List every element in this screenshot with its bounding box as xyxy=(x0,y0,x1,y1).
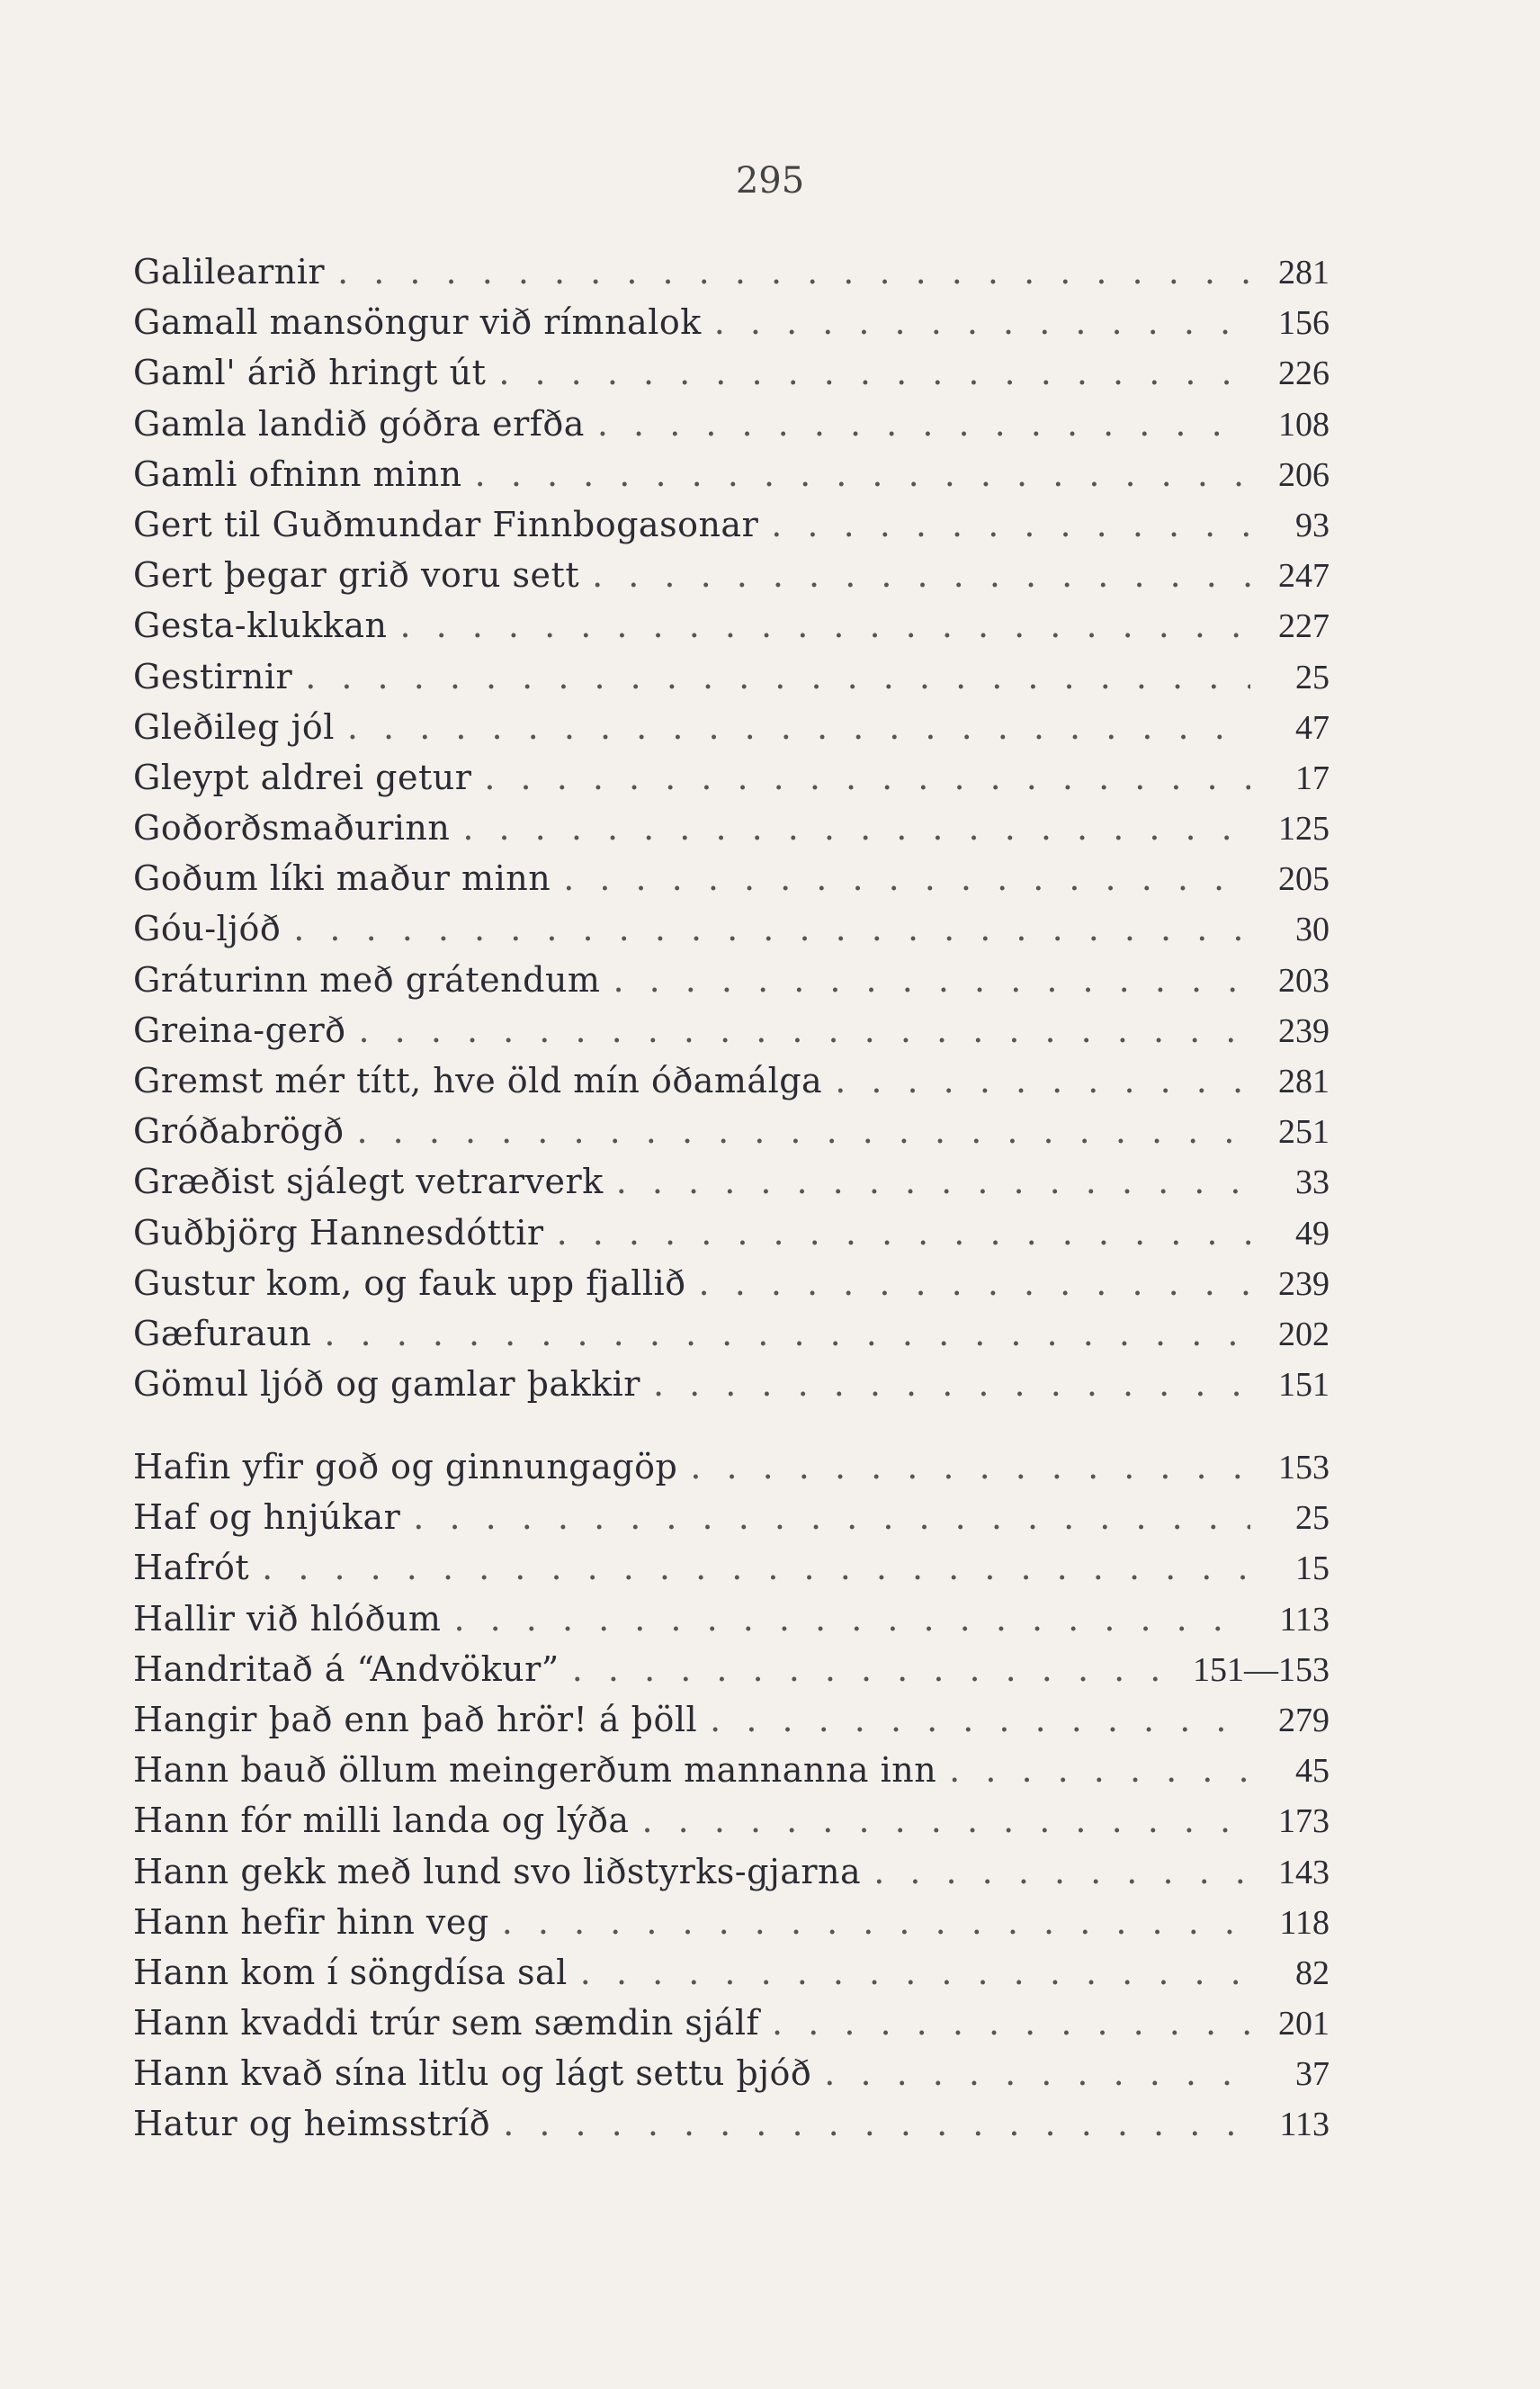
entry-page-number: 279 xyxy=(1278,1701,1330,1739)
entry-title: Gaml' árið hringt út xyxy=(133,353,487,393)
index-entry xyxy=(133,1700,1330,1750)
dot-leader xyxy=(592,555,1250,595)
index-entry xyxy=(133,353,1330,403)
entry-title: Hann gekk með lund svo liðstyrks-gjarna xyxy=(133,1851,862,1891)
entry-page-number: 151 xyxy=(1278,1366,1330,1405)
entry-page-number: 47 xyxy=(1295,708,1330,747)
entry-title: Gleypt aldrei getur xyxy=(133,757,472,797)
entry-page-number: 239 xyxy=(1278,1011,1330,1050)
entry-title: Hafrót xyxy=(133,1548,250,1588)
index-entry xyxy=(133,1953,1330,2003)
dot-leader xyxy=(347,707,1250,747)
index-entry xyxy=(133,454,1330,505)
entry-title: Hann kom í söngdísa sal xyxy=(133,1952,568,1992)
dot-leader xyxy=(484,758,1250,797)
index-section-h xyxy=(133,1447,1330,2155)
dot-leader xyxy=(337,252,1250,292)
dot-leader xyxy=(475,454,1250,494)
dot-leader xyxy=(580,1953,1250,1992)
entry-page-number: 281 xyxy=(1278,1063,1330,1100)
entry-page-number: 108 xyxy=(1278,405,1330,444)
dot-leader xyxy=(699,1263,1250,1303)
index-entry xyxy=(133,404,1330,454)
entry-page-number: 205 xyxy=(1278,860,1330,899)
index-entry xyxy=(133,2053,1330,2104)
entry-title: Græðist sjálegt vetrarverk xyxy=(133,1162,604,1202)
dot-leader xyxy=(597,404,1250,444)
entry-page-number: 30 xyxy=(1295,911,1330,949)
index-entry xyxy=(133,1162,1330,1212)
index-entry xyxy=(133,505,1330,555)
dot-leader xyxy=(714,302,1250,342)
entry-page-number: 202 xyxy=(1278,1315,1330,1353)
index-entry xyxy=(133,1750,1330,1801)
entry-title: Hatur og heimsstríð xyxy=(133,2104,491,2144)
entry-page-number: 151—153 xyxy=(1193,1650,1330,1689)
entry-page-number: 15 xyxy=(1295,1549,1330,1588)
index-entry xyxy=(133,808,1330,858)
dot-leader xyxy=(399,606,1250,645)
entry-title: Gráturinn með grátendum xyxy=(133,959,601,1000)
dot-leader xyxy=(462,808,1250,848)
index-entry xyxy=(133,302,1330,353)
dot-leader xyxy=(357,1111,1250,1151)
dot-leader xyxy=(690,1447,1250,1486)
entry-page-number: 118 xyxy=(1279,1903,1330,1942)
entry-page-number: 113 xyxy=(1279,2106,1330,2144)
entry-page-number: 206 xyxy=(1278,455,1330,494)
entry-title: Handritað á “Andvökur” xyxy=(133,1648,560,1689)
entry-title: Góu-ljóð xyxy=(133,909,282,949)
entry-page-number: 281 xyxy=(1278,254,1330,292)
dot-leader xyxy=(572,1649,1177,1689)
entry-title: Haf og hnjúkar xyxy=(133,1497,401,1538)
dot-leader xyxy=(772,2003,1250,2043)
entry-page-number: 247 xyxy=(1278,557,1330,596)
dot-leader xyxy=(563,858,1250,898)
entry-page-number: 49 xyxy=(1295,1214,1330,1253)
index-entry xyxy=(133,1111,1330,1162)
dot-leader xyxy=(824,2053,1250,2093)
dot-leader xyxy=(503,2104,1250,2143)
entry-page-number: 201 xyxy=(1278,2005,1330,2043)
dot-leader xyxy=(413,1497,1250,1537)
index-entry xyxy=(133,758,1330,808)
entry-page-number: 251 xyxy=(1278,1113,1330,1152)
entry-page-number: 227 xyxy=(1278,607,1330,646)
dot-leader xyxy=(642,1801,1250,1840)
dot-leader xyxy=(835,1061,1250,1100)
index-entry xyxy=(133,1801,1330,1851)
entry-page-number: 239 xyxy=(1278,1264,1330,1303)
entry-title: Hallir við hlóðum xyxy=(133,1598,442,1639)
index-entry xyxy=(133,555,1330,606)
index-entry xyxy=(133,2003,1330,2053)
index-entry xyxy=(133,1213,1330,1263)
index-entry xyxy=(133,2104,1330,2154)
entry-page-number: 143 xyxy=(1278,1853,1330,1891)
dot-leader xyxy=(710,1700,1250,1739)
index-entry xyxy=(133,858,1330,909)
entry-title: Gremst mér títt, hve öld mín óðamálga xyxy=(133,1061,823,1100)
dot-leader xyxy=(557,1213,1250,1253)
dot-leader xyxy=(653,1364,1250,1404)
dot-leader xyxy=(949,1750,1250,1790)
entry-page-number: 45 xyxy=(1295,1752,1330,1791)
dot-leader xyxy=(502,1902,1250,1942)
entry-title: Hann bauð öllum meingerðum mannanna inn xyxy=(133,1750,937,1791)
entry-title: Gamall mansöngur við rímnalok xyxy=(133,302,702,343)
dot-leader xyxy=(498,353,1250,392)
dot-leader xyxy=(613,960,1250,1000)
entry-page-number: 25 xyxy=(1295,1499,1330,1538)
entry-title: Gæfuraun xyxy=(133,1313,312,1353)
index-entry xyxy=(133,1599,1330,1649)
dot-leader xyxy=(771,505,1250,544)
index-entry xyxy=(133,1447,1330,1497)
index-entry xyxy=(133,606,1330,656)
entry-title: Gamla landið góðra erfða xyxy=(133,403,585,444)
entry-title: Hann fór milli landa og lýða xyxy=(133,1801,630,1841)
entry-page-number: 226 xyxy=(1278,355,1330,393)
entry-page-number: 173 xyxy=(1278,1802,1330,1841)
index-entry xyxy=(133,1548,1330,1598)
entry-page-number: 203 xyxy=(1278,961,1330,1000)
index-entry xyxy=(133,1061,1330,1111)
entry-page-number: 156 xyxy=(1278,304,1330,343)
dot-leader xyxy=(616,1162,1250,1201)
entry-title: Hangir það enn það hrör! á þöll xyxy=(133,1699,698,1739)
entry-title: Gömul ljóð og gamlar þakkir xyxy=(133,1364,640,1405)
entry-page-number: 93 xyxy=(1295,506,1330,544)
index-entry xyxy=(133,252,1330,302)
entry-title: Goðorðsmaðurinn xyxy=(133,808,451,849)
entry-title: Hann kvað sína litlu og lágt settu þjóð xyxy=(133,2053,812,2094)
entry-title: Hafin yfir goð og ginnungagöp xyxy=(133,1447,678,1486)
index-entry xyxy=(133,1902,1330,1953)
entry-page-number: 33 xyxy=(1295,1163,1330,1202)
entry-title: Gustur kom, og fauk upp fjallið xyxy=(133,1262,686,1303)
dot-leader xyxy=(324,1314,1250,1353)
entry-title: Gróðabrögð xyxy=(133,1111,345,1152)
entry-title: Gleðileg jól xyxy=(133,706,335,747)
dot-leader xyxy=(873,1852,1250,1891)
entry-page-number: 82 xyxy=(1295,1953,1330,1992)
index-entry xyxy=(133,960,1330,1010)
index-entry xyxy=(133,1364,1330,1415)
entry-page-number: 37 xyxy=(1295,2055,1330,2094)
entry-title: Gert til Guðmundar Finnbogasonar xyxy=(133,504,759,544)
entry-title: Galilearnir xyxy=(133,252,326,292)
entry-page-number: 125 xyxy=(1278,810,1330,849)
dot-leader xyxy=(453,1599,1250,1639)
entry-title: Gert þegar grið voru sett xyxy=(133,555,580,596)
index-section-g xyxy=(133,252,1330,1415)
entry-page-number: 153 xyxy=(1278,1449,1330,1486)
entry-title: Gestirnir xyxy=(133,656,293,696)
index-entry xyxy=(133,1263,1330,1314)
entry-page-number: 25 xyxy=(1295,658,1330,696)
dot-leader xyxy=(359,1010,1251,1050)
entry-title: Gamli ofninn minn xyxy=(133,454,462,494)
index-entry xyxy=(133,1852,1330,1902)
entry-title: Gesta-klukkan xyxy=(133,606,388,646)
index-entry xyxy=(133,1649,1330,1700)
entry-title: Hann hefir hinn veg xyxy=(133,1901,489,1942)
entry-page-number: 17 xyxy=(1295,759,1330,797)
entry-title: Hann kvaddi trúr sem sæmdin sjálf xyxy=(133,2003,760,2043)
entry-title: Greina-gerð xyxy=(133,1010,346,1050)
index-entry xyxy=(133,657,1330,707)
page-number: 295 xyxy=(735,160,805,202)
index-entry xyxy=(133,1497,1330,1548)
index-entry xyxy=(133,909,1330,959)
entry-title: Guðbjörg Hannesdóttir xyxy=(133,1212,544,1253)
dot-leader xyxy=(293,909,1250,948)
entry-page-number: 113 xyxy=(1279,1600,1330,1639)
index-entry xyxy=(133,1010,1330,1061)
entry-title: Goðum líki maður minn xyxy=(133,858,551,899)
index-entry xyxy=(133,707,1330,758)
dot-leader xyxy=(305,657,1250,696)
index-entry xyxy=(133,1314,1330,1364)
dot-leader xyxy=(262,1548,1250,1587)
